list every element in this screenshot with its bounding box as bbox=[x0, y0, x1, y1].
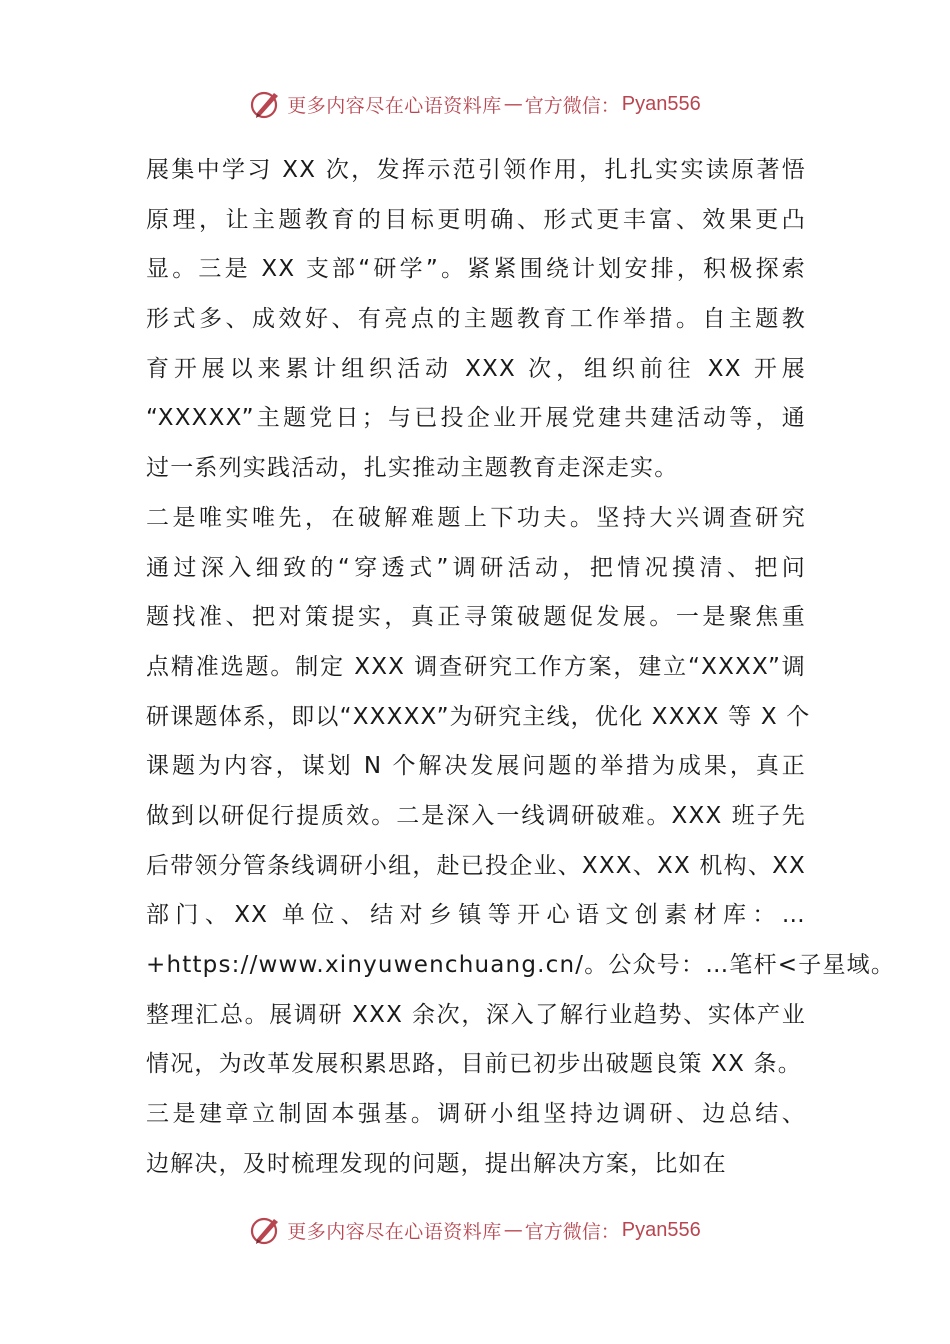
body-line: +https://www.xinyuwenchuang.cn/。公众号：…笔杆<子星域。 bbox=[146, 952, 896, 978]
document-body bbox=[146, 146, 896, 1189]
header-brand-text: 更多内容尽在心语资料库 bbox=[287, 94, 502, 117]
footer-wechat-id: Pyan556 bbox=[621, 1218, 701, 1241]
body-line: 显。三是 XX 支部“研学”。紧紧围绕计划安排，积极探索 bbox=[146, 256, 806, 283]
body-line: 后带领分管条线调研小组，赴已投企业、XXX、XX 机构、XX bbox=[146, 852, 806, 879]
footer-brand-text: 更多内容尽在心语资料库 bbox=[287, 1220, 502, 1243]
pen-circle-logo-icon bbox=[249, 87, 283, 121]
body-line: 育开展以来累计组织活动 XXX 次，组织前往 XX 开展 bbox=[146, 355, 806, 382]
body-line: 点精准选题。制定 XXX 调查研究工作方案，建立“XXXX”调 bbox=[146, 653, 806, 680]
body-line: 形式多、成效好、有亮点的主题教育工作举措。自主题教 bbox=[146, 306, 806, 333]
body-line: “XXXXX”主题党日；与已投企业开展党建共建活动等，通 bbox=[146, 405, 806, 432]
body-line: 研课题体系，即以“XXXXX”为研究主线，优化 XXXX 等 X 个 bbox=[146, 703, 811, 730]
footer-wechat-label: 官方微信： bbox=[524, 1220, 620, 1243]
header-wechat-id: Pyan556 bbox=[621, 92, 701, 115]
body-line: 题找准、把对策提实，真正寻策破题促发展。一是聚焦重 bbox=[146, 604, 806, 631]
body-line: 边解决，及时梳理发现的问题，提出解决方案，比如在 bbox=[146, 1150, 727, 1177]
header-separator: — bbox=[503, 93, 523, 115]
pen-circle-logo-icon bbox=[249, 1213, 283, 1247]
body-line: 通过深入细致的“穿透式”调研活动，把情况摸清、把问 bbox=[146, 554, 806, 581]
body-line: 过一系列实践活动，扎实推动主题教育走深走实。 bbox=[146, 455, 679, 482]
body-line: 原理，让主题教育的目标更明确、形式更丰富、效果更凸 bbox=[146, 206, 806, 233]
footer-banner bbox=[0, 1210, 950, 1250]
body-line: 二是唯实唯先，在破解难题上下功夫。坚持大兴调查研究 bbox=[146, 504, 806, 531]
body-line: 展集中学习 XX 次，发挥示范引领作用，扎扎实实读原著悟 bbox=[146, 157, 806, 183]
body-line: 情况，为改革发展积累思路，目前已初步出破题良策 XX 条。 bbox=[146, 1051, 802, 1078]
footer-separator: — bbox=[503, 1219, 523, 1241]
body-line: 三是建章立制固本强基。调研小组坚持边调研、边总结、 bbox=[146, 1101, 806, 1128]
body-line: 做到以研促行提质效。二是深入一线调研破难。XXX 班子先 bbox=[146, 802, 806, 829]
body-line: 课题为内容，谋划 N 个解决发展问题的举措为成果，真正 bbox=[146, 753, 806, 780]
header-wechat-label: 官方微信： bbox=[524, 94, 620, 117]
body-line: 部门、XX 单位、结对乡镇等开心语文创素材库：… bbox=[146, 902, 806, 929]
header-banner bbox=[0, 84, 950, 124]
body-line: 整理汇总。展调研 XXX 余次，深入了解行业趋势、实体产业 bbox=[146, 1001, 806, 1028]
